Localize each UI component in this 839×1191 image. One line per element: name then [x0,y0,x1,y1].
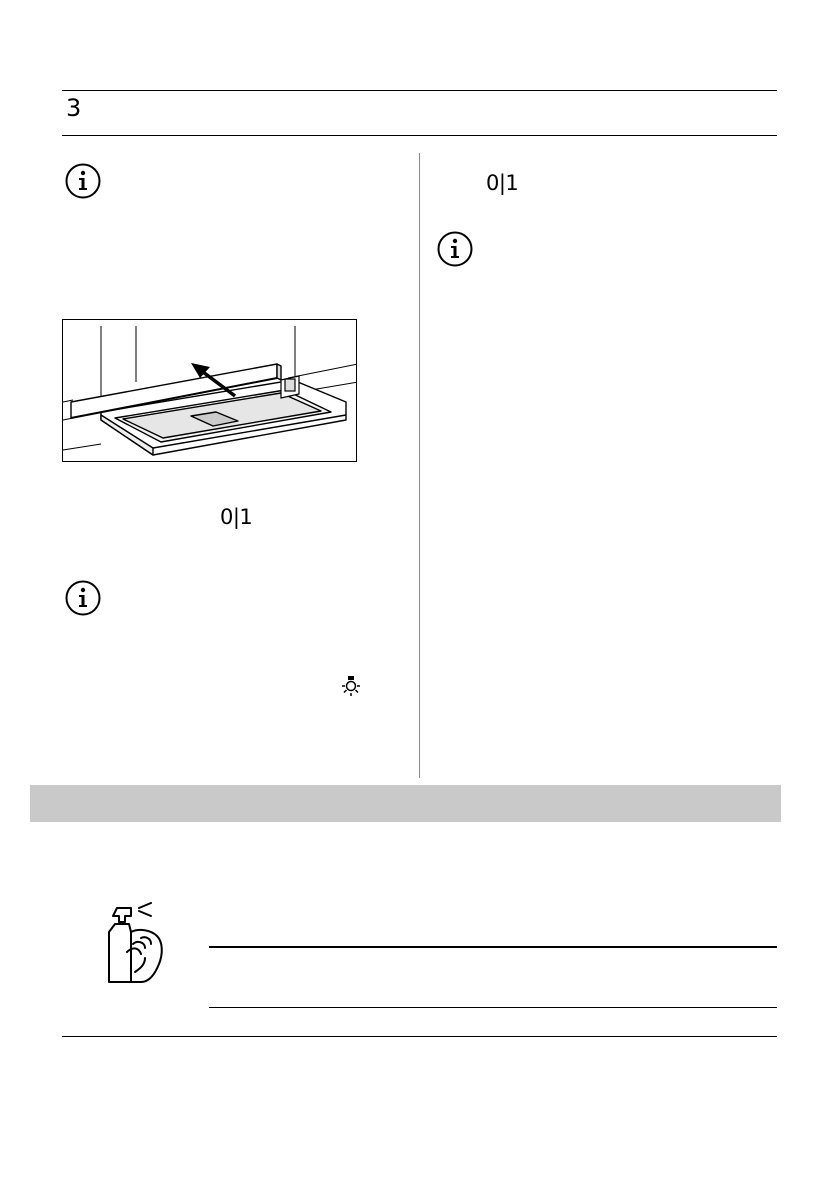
on-off-symbol: 0|1 [220,505,253,529]
chapter-number: 3 [66,94,82,122]
on-off-symbol: 0|1 [486,171,519,195]
info-icon [437,231,473,267]
header-bottom-rule [62,135,777,136]
hood-illustration [63,320,357,462]
hood-pullout-figure [62,319,357,462]
warning-bottom-rule [209,1007,777,1008]
section-bottom-rule [62,1036,777,1037]
column-divider [419,153,420,778]
info-icon [65,580,101,616]
spray-cleaning-cloth-icon [105,902,167,986]
section-heading-band [30,785,781,822]
header-top-rule [62,90,777,91]
info-icon [65,163,101,199]
warning-top-rule [209,946,777,948]
light-bulb-icon [339,674,363,698]
